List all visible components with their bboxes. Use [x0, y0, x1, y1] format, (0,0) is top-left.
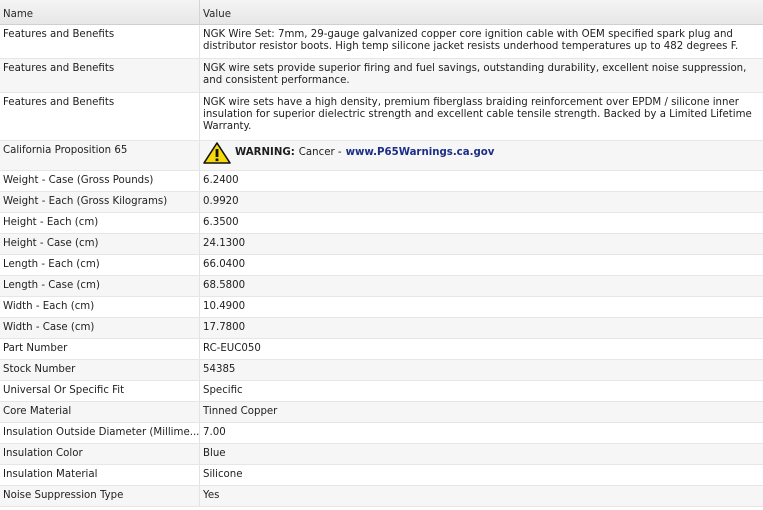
table-row[interactable] — [0, 171, 763, 192]
table-row[interactable] — [0, 297, 763, 318]
attribute-value-cell: 66.0400 — [199, 255, 763, 275]
grid-header — [0, 0, 763, 25]
attribute-value-cell: RC-EUC050 — [199, 339, 763, 359]
table-row[interactable] — [0, 444, 763, 465]
attribute-name-cell: Weight - Each (Gross Kilograms) — [3, 196, 168, 207]
attribute-value-cell: 54385 — [199, 360, 763, 380]
prop65-warning — [203, 142, 760, 164]
warning-text: Cancer - — [298, 147, 342, 158]
attribute-value-cell: 68.5800 — [199, 276, 763, 296]
attribute-name-cell: Features and Benefits — [3, 63, 115, 74]
attribute-name-cell: Weight - Case (Gross Pounds) — [3, 175, 154, 186]
attribute-name-cell: Insulation Outside Diameter (Millime... — [3, 427, 199, 438]
attribute-name-cell: Length - Case (cm) — [3, 280, 100, 291]
grid-body — [0, 25, 763, 507]
attribute-value-cell: 6.3500 — [199, 213, 763, 233]
attribute-name-cell: Height - Each (cm) — [3, 217, 99, 228]
table-row[interactable] — [0, 360, 763, 381]
attribute-value-cell: NGK wire sets provide superior firing and fuel savings, outstanding durability, excellent noise suppression, and consistent performance. — [199, 59, 763, 92]
attribute-value-cell: Blue — [199, 444, 763, 464]
table-row[interactable] — [0, 25, 763, 59]
attribute-name-cell: Insulation Material — [3, 469, 98, 480]
table-row[interactable] — [0, 59, 763, 93]
table-row[interactable] — [0, 318, 763, 339]
table-row[interactable] — [0, 486, 763, 507]
table-row[interactable] — [0, 276, 763, 297]
attribute-name-cell: Stock Number — [3, 364, 76, 375]
attribute-value-cell: NGK Wire Set: 7mm, 29-gauge galvanized copper core ignition cable with OEM specified spark plug and distributor resistor boots. High temp silicone jacket resists underhood temperatures up to 482 degrees F. — [199, 25, 763, 58]
attribute-value-cell: Specific — [199, 381, 763, 401]
attribute-value-cell: Yes — [199, 486, 763, 506]
attribute-value-cell: NGK wire sets have a high density, premium fiberglass braiding reinforcement over EPDM / silicone inner insulation for superior dielectric strength and excellent cable tensile strength. Backed by a Limited Lifetime Warranty. — [199, 93, 763, 140]
attribute-value-cell: 7.00 — [199, 423, 763, 443]
attribute-value-cell: Tinned Copper — [199, 402, 763, 422]
column-header-value[interactable]: Value — [199, 0, 763, 24]
attribute-name-cell: Core Material — [3, 406, 72, 417]
warning-label: WARNING: — [235, 147, 295, 158]
table-row[interactable] — [0, 141, 763, 171]
attribute-name-cell: Width - Case (cm) — [3, 322, 95, 333]
table-row[interactable] — [0, 192, 763, 213]
attribute-name-cell: Features and Benefits — [3, 97, 115, 108]
attribute-value-cell — [199, 141, 763, 170]
attribute-value-cell: 6.2400 — [199, 171, 763, 191]
p65-warnings-link[interactable]: www.P65Warnings.ca.gov — [345, 147, 495, 158]
warning-triangle-icon — [203, 142, 231, 164]
attribute-name-cell: Insulation Color — [3, 448, 83, 459]
table-row[interactable] — [0, 423, 763, 444]
column-header-name[interactable]: Name — [3, 9, 34, 20]
table-row[interactable] — [0, 339, 763, 360]
table-row[interactable] — [0, 465, 763, 486]
attribute-name-cell: Features and Benefits — [3, 29, 115, 40]
attribute-value-cell: Silicone — [199, 465, 763, 485]
table-row[interactable] — [0, 234, 763, 255]
attribute-name-cell: Length - Each (cm) — [3, 259, 100, 270]
attribute-value-cell: 24.1300 — [199, 234, 763, 254]
attribute-name-cell: California Proposition 65 — [3, 145, 128, 156]
table-row[interactable] — [0, 402, 763, 423]
table-row[interactable] — [0, 255, 763, 276]
attribute-name-cell: Width - Each (cm) — [3, 301, 95, 312]
attribute-value-cell: 10.4900 — [199, 297, 763, 317]
attribute-name-cell: Part Number — [3, 343, 68, 354]
attribute-value-cell: 17.7800 — [199, 318, 763, 338]
attribute-name-cell: Noise Suppression Type — [3, 490, 124, 501]
table-row[interactable] — [0, 381, 763, 402]
attribute-name-cell: Height - Case (cm) — [3, 238, 99, 249]
attribute-value-cell: 0.9920 — [199, 192, 763, 212]
attribute-name-cell: Universal Or Specific Fit — [3, 385, 125, 396]
table-row[interactable] — [0, 93, 763, 141]
table-row[interactable] — [0, 213, 763, 234]
